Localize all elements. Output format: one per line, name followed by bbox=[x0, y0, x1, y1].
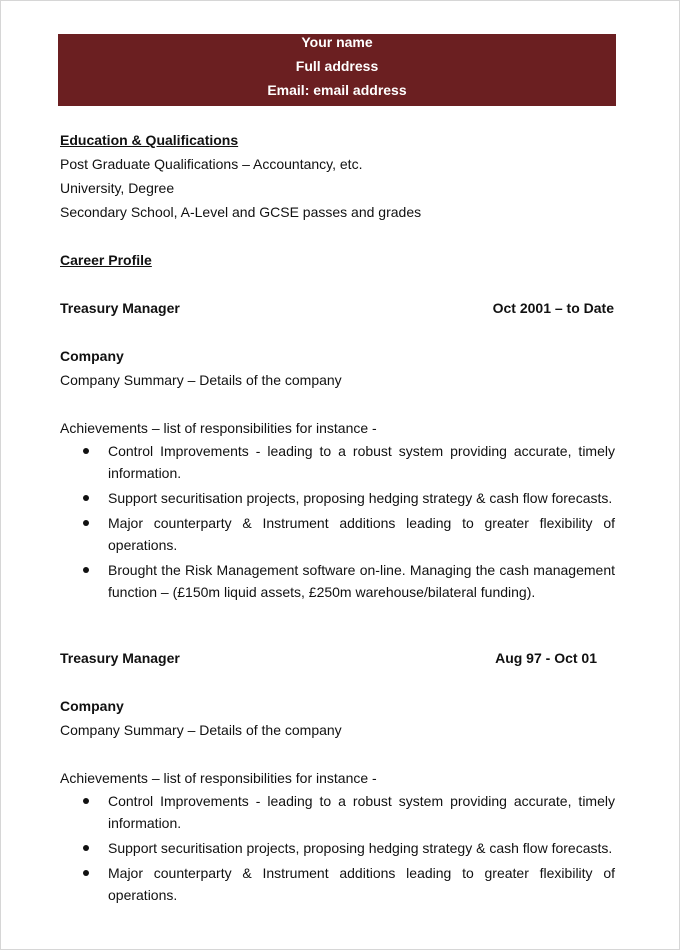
job-dates: Oct 2001 – to Date bbox=[492, 300, 614, 316]
bullet-icon bbox=[83, 845, 89, 851]
bullet-icon bbox=[83, 798, 89, 804]
achievement-line: Brought the Risk Management software on-line. Managing the cash management bbox=[108, 562, 615, 578]
career-heading: Career Profile bbox=[60, 252, 152, 268]
job-title: Treasury Manager bbox=[60, 650, 180, 666]
achievement-item bbox=[60, 559, 615, 603]
company-summary: Company Summary – Details of the company bbox=[60, 722, 342, 738]
achievement-line: Control Improvements - leading to a robust system providing accurate, timely bbox=[108, 793, 615, 809]
achievement-item bbox=[60, 487, 615, 509]
header-band bbox=[58, 34, 616, 106]
bullet-icon bbox=[83, 448, 89, 454]
resume-name: Your name bbox=[301, 34, 373, 50]
achievement-line: Major counterparty & Instrument additions leading to greater flexibility of bbox=[108, 515, 615, 531]
job-header bbox=[60, 646, 615, 670]
achievement-line: information. bbox=[108, 465, 182, 481]
achievement-line: operations. bbox=[108, 537, 178, 553]
achievement-line: Support securitisation projects, proposing hedging strategy & cash flow forecasts. bbox=[108, 490, 613, 506]
achievement-line: information. bbox=[108, 815, 182, 831]
achievement-line: Support securitisation projects, proposing hedging strategy & cash flow forecasts. bbox=[108, 840, 613, 856]
achievements-intro: Achievements – list of responsibilities for instance - bbox=[60, 770, 377, 786]
achievement-item bbox=[60, 440, 615, 484]
achievement-line: Major counterparty & Instrument additions leading to greater flexibility of bbox=[108, 865, 615, 881]
achievement-line: function – (£150m liquid assets, £250m warehouse/bilateral funding). bbox=[108, 584, 536, 600]
achievements-intro: Achievements – list of responsibilities for instance - bbox=[60, 420, 377, 436]
achievements-list bbox=[60, 790, 615, 906]
achievement-line: operations. bbox=[108, 887, 178, 903]
company-name: Company bbox=[60, 348, 124, 364]
achievements-list bbox=[60, 440, 615, 603]
bullet-icon bbox=[83, 520, 89, 526]
education-item: Post Graduate Qualifications – Accountancy, etc. bbox=[60, 156, 363, 172]
bullet-icon bbox=[83, 567, 89, 573]
education-item: University, Degree bbox=[60, 180, 175, 196]
resume-address: Full address bbox=[295, 58, 379, 74]
education-item: Secondary School, A-Level and GCSE passes and grades bbox=[60, 204, 422, 220]
education-heading: Education & Qualifications bbox=[60, 132, 239, 148]
job-title: Treasury Manager bbox=[60, 300, 180, 316]
company-summary: Company Summary – Details of the company bbox=[60, 372, 342, 388]
company-name: Company bbox=[60, 698, 124, 714]
achievement-item bbox=[60, 837, 615, 859]
achievement-item bbox=[60, 790, 615, 834]
achievement-item bbox=[60, 862, 615, 906]
achievement-line: Control Improvements - leading to a robust system providing accurate, timely bbox=[108, 443, 615, 459]
bullet-icon bbox=[83, 495, 89, 501]
resume-email: Email: email address bbox=[267, 82, 407, 98]
job-header bbox=[60, 296, 615, 320]
achievement-item bbox=[60, 512, 615, 556]
bullet-icon bbox=[83, 870, 89, 876]
resume-content bbox=[60, 128, 615, 909]
job-dates: Aug 97 - Oct 01 bbox=[495, 650, 597, 666]
